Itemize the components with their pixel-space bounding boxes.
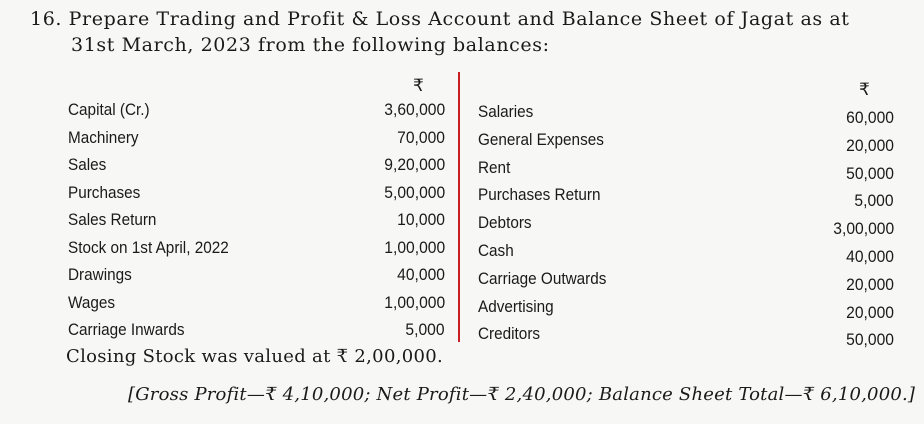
right-item-value: 5,000 (854, 191, 894, 211)
left-item-label: Wages (68, 292, 116, 312)
left-item-label: Drawings (68, 265, 132, 284)
left-item-value: 5,00,000 (384, 182, 445, 202)
left-item-value: 3,60,000 (384, 100, 445, 119)
right-item-label: Salaries (478, 102, 534, 121)
right-item-label: Purchases Return (478, 185, 601, 205)
left-item-label: Carriage Inwards (68, 320, 185, 339)
question-text-line-1: 16. Prepare Trading and Profit & Loss Account and Balance Sheet of Jagat as at (30, 8, 850, 30)
left-item-label: Stock on 1st April, 2022 (68, 237, 229, 257)
left-item-value: 10,000 (397, 210, 445, 229)
left-item-label: Capital (Cr.) (68, 100, 150, 119)
right-item-value: 50,000 (846, 163, 894, 183)
left-item-value: 9,20,000 (384, 155, 445, 174)
left-item-label: Sales (68, 155, 107, 174)
right-item-label: General Expenses (478, 129, 604, 149)
left-item-value: 40,000 (397, 265, 445, 284)
right-item-label: Debtors (478, 213, 532, 233)
right-currency-header: ₹ (859, 80, 870, 100)
left-item-value: 1,00,000 (384, 237, 445, 257)
left-item-value: 70,000 (397, 127, 445, 147)
right-item-label: Advertising (478, 296, 554, 316)
right-item-value: 20,000 (846, 135, 894, 155)
right-item-value: 20,000 (846, 274, 894, 294)
right-item-label: Creditors (478, 324, 541, 344)
closing-stock-note: Closing Stock was valued at ₹ 2,00,000. (66, 346, 443, 367)
left-item-value: 5,000 (405, 320, 445, 339)
right-item-value: 20,000 (846, 302, 894, 322)
left-item-label: Purchases (68, 182, 141, 202)
right-item-label: Cash (478, 241, 514, 260)
right-item-label: Rent (478, 157, 511, 177)
right-item-label: Carriage Outwards (478, 268, 607, 288)
right-item-value: 60,000 (846, 108, 894, 127)
left-item-label: Sales Return (68, 210, 157, 229)
left-item-value: 1,00,000 (384, 292, 445, 312)
right-item-value: 40,000 (846, 247, 894, 266)
column-divider (458, 72, 460, 342)
right-item-value: 3,00,000 (833, 219, 894, 239)
left-currency-header: ₹ (413, 76, 424, 96)
left-item-label: Machinery (68, 127, 139, 147)
answer-note: [Gross Profit—₹ 4,10,000; Net Profit—₹ 2,40,000; Balance Sheet Total—₹ 6,10,000.] (128, 384, 916, 405)
right-item-value: 50,000 (846, 330, 894, 350)
question-text-line-2: 31st March, 2023 from the following balances: (71, 34, 550, 56)
